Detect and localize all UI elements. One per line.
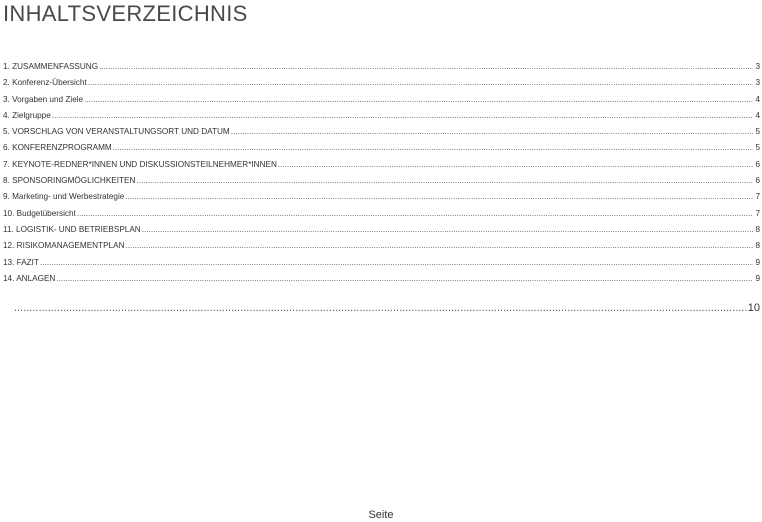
toc-entry-label: 10. Budgetübersicht [3,208,76,218]
toc-entry-page: 8 [755,224,760,234]
toc-leader-dots [142,222,753,238]
page-title: INHALTSVERZEICHNIS [3,1,248,26]
toc-entry[interactable] [3,59,762,75]
toc-entry-label: 5. VORSCHLAG VON VERANSTALTUNGSORT UND DATUM [3,127,230,137]
toc-entry-page: 5 [755,143,760,153]
toc-entry-page: 4 [755,94,760,104]
toc-entry-label: 3. Vorgaben und Ziele [3,94,84,104]
toc-entry-page: 3 [755,78,760,88]
toc-entry-page: 7 [755,192,760,202]
toc-leader-dots [99,59,753,75]
toc-entry[interactable] [3,173,762,189]
toc-entry-page: 7 [755,208,760,218]
toc-leader-dots [136,173,753,189]
toc-leader-dots [231,124,753,140]
toc-entry[interactable] [3,108,762,124]
toc-entry-page: 6 [755,159,760,169]
toc-leader-dots [84,92,753,108]
toc-entry[interactable] [3,222,762,238]
toc-entry-page: 3 [755,62,760,71]
toc-entry-page: 6 [755,176,760,186]
toc-entry-page: 5 [755,127,760,137]
toc-entry-page: 8 [755,241,760,251]
toc-leader-dots [52,108,753,124]
toc-entry-label: 11. LOGISTIK- UND BETRIEBSPLAN [3,224,141,234]
toc-entry[interactable] [3,255,762,271]
toc-leader-dots [88,75,753,91]
toc-entry[interactable] [3,75,762,91]
toc-entry-label: 6. KONFERENZPROGRAMM [3,143,112,153]
toc-leader-dots [77,206,753,222]
toc-entry[interactable] [3,238,762,254]
toc-entry[interactable] [3,140,762,156]
toc-entry-label: 4. Zielgruppe [3,110,51,120]
toc-entry-page: 9 [755,273,760,283]
toc-entry[interactable] [3,92,762,108]
toc-entry[interactable] [3,189,762,205]
toc-entry-page: 4 [755,110,760,120]
toc-entry-label: 2. Konferenz-Übersicht [3,78,87,88]
toc-leader-dots [278,157,753,173]
toc-entry-page: 9 [755,257,760,267]
toc-leader-dots [40,255,753,271]
toc-entry[interactable] [3,157,762,173]
page-footer: Seite [368,509,394,521]
toc-entry-label: 1. ZUSAMMENFASSUNG [3,62,99,71]
table-of-contents [3,59,762,287]
toc-entry-label: 9. Marketing- und Werbestrategie [3,192,125,202]
toc-entry-label: 8. SPONSORINGMÖGLICHKEITEN [3,176,136,186]
toc-entry[interactable] [3,124,762,140]
toc-entry-unlabeled[interactable] [14,301,760,315]
toc-leader-dots [113,140,753,156]
toc-entry[interactable] [3,206,762,222]
toc-leader-dots [125,189,753,205]
toc-entry-page: 10 [747,302,760,314]
toc-entry[interactable] [3,271,762,287]
toc-leader-dots [125,238,753,254]
toc-entry-label: 7. KEYNOTE-REDNER*INNEN UND DISKUSSIONSTEILNEHMER*INNEN [3,159,277,169]
toc-entry-label: 14. ANLAGEN [3,273,56,283]
toc-leader-dots [56,271,753,287]
toc-leader-dots [14,301,748,315]
toc-entry-label: 12. RISIKOMANAGEMENTPLAN [3,241,125,251]
toc-entry-label: 13. FAZIT [3,257,39,267]
